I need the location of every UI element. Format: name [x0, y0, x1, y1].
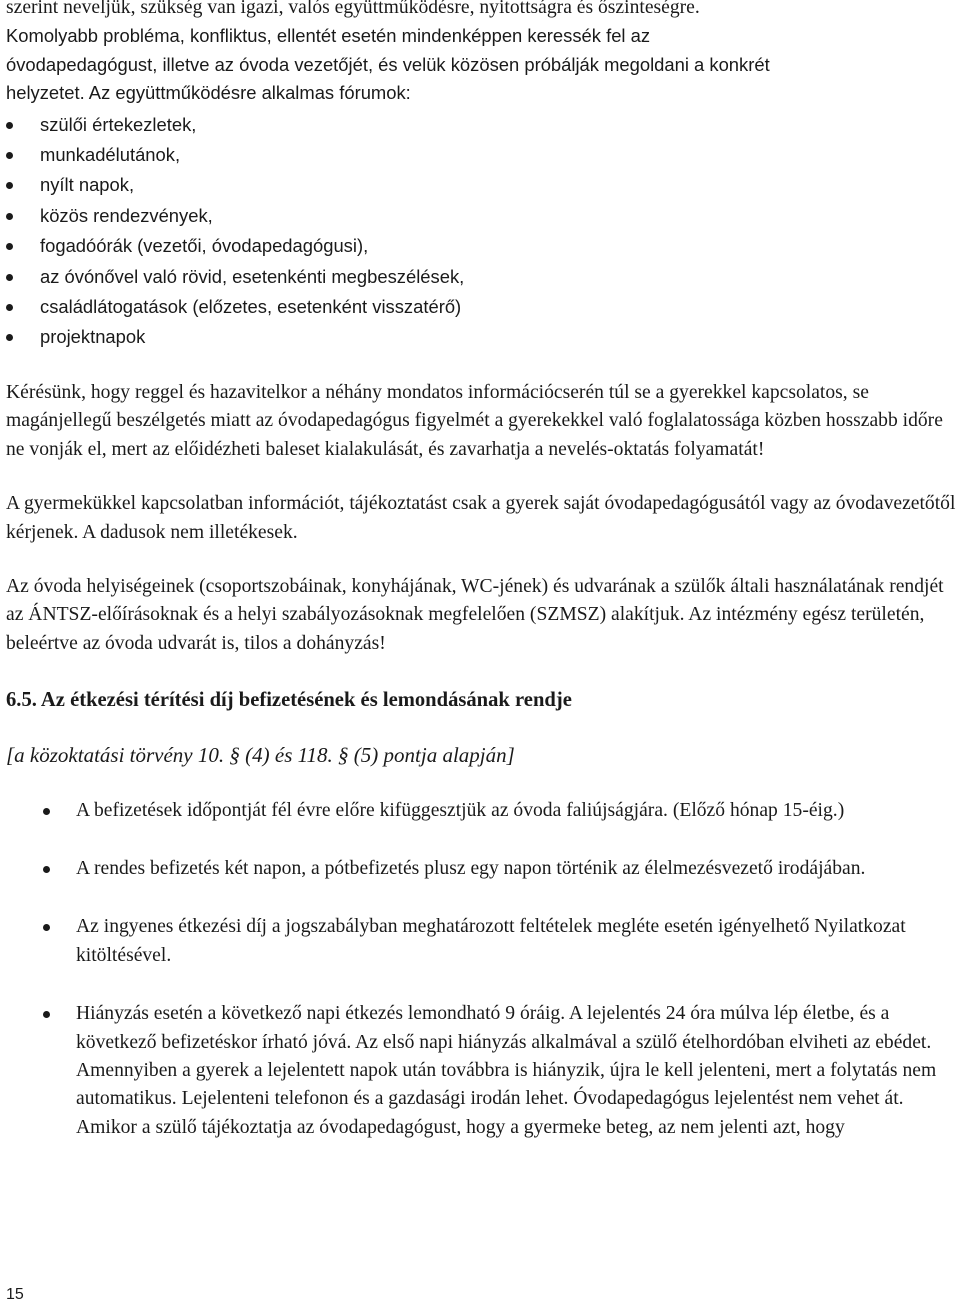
bullet-icon: [43, 1011, 50, 1018]
request-paragraph: Kérésünk, hogy reggel és hazavitelkor a néhány mondatos információcserén túl se a gyerekkel kapcsolatos, se magánjellegű beszélgetés miatt az óvodapedagógus figyelmét a gyerekekkel való foglalatossága közben hosszabb időre ne vonják el, mert az előidézheti baleset kialakulását, és zavarhatja a nevelés-oktatás folyamatát!: [6, 381, 943, 460]
list-item: [6, 140, 956, 170]
intro-line-3: óvodapedagógust, illetve az óvoda vezetőjét, és velük közösen próbálják megoldani a konkrét: [6, 53, 770, 75]
forum-item-text: szülői értekezletek,: [40, 113, 197, 135]
bullet-icon: [6, 243, 13, 250]
bullet-icon: [6, 152, 13, 159]
forum-item-text: nyílt napok,: [40, 174, 135, 196]
fee-item-text: Az ingyenes étkezési díj a jogszabályban meghatározott feltételek megléte esetén igényelhető Nyilatkozat kitöltésével.: [76, 916, 906, 966]
forum-item-text: fogadóórák (vezetői, óvodapedagógusi),: [40, 235, 369, 257]
legal-reference: [a közoktatási törvény 10. § (4) és 118. § (5) pontja alapján]: [6, 743, 515, 768]
forum-item-text: az óvónővel való rövid, esetenkénti megbeszélések,: [40, 265, 465, 287]
list-item: [6, 110, 956, 140]
bullet-icon: [43, 866, 50, 873]
bullet-icon: [6, 274, 13, 281]
bullet-icon: [6, 304, 13, 311]
bullet-icon: [6, 334, 13, 341]
list-item: [6, 322, 956, 352]
list-item: [6, 231, 956, 261]
fee-item-text: A befizetések időpontját fél évre előre kifüggesztjük az óvoda faliújságjára. (Előző hónap 15-éig.): [76, 799, 845, 821]
forum-item-text: közös rendezvények,: [40, 204, 213, 226]
bullet-icon: [43, 924, 50, 931]
forum-item-text: projektnapok: [40, 326, 146, 348]
forum-list: [6, 110, 956, 353]
bullet-icon: [43, 808, 50, 815]
forum-item-text: családlátogatások (előzetes, esetenként visszatérő): [40, 296, 462, 318]
document-page: [6, 0, 956, 1172]
list-item: [6, 201, 956, 231]
page-number: 15: [6, 1286, 24, 1303]
bullet-icon: [6, 213, 13, 220]
info-paragraph: A gyermekükkel kapcsolatban információt, tájékoztatást csak a gyerek saját óvodapedagógusától vagy az óvodavezetőtől kérjenek. A dadusok nem illetékesek.: [6, 493, 956, 543]
fee-item-text: A rendes befizetés két napon, a pótbefizetés plusz egy napon történik az élelmezésvezető irodájában.: [76, 857, 866, 879]
intro-line-4: helyzetet. Az együttműködésre alkalmas fórumok:: [6, 82, 411, 104]
list-item: [6, 170, 956, 200]
list-item: [6, 913, 956, 970]
bullet-icon: [6, 122, 13, 129]
fee-rules-list: [6, 797, 956, 1143]
intro-line-2: Komolyabb probléma, konfliktus, ellentét esetén mindenképpen keressék fel az: [6, 25, 651, 47]
section-title: Az étkezési térítési díj befizetésének és lemondásának rendje: [40, 689, 572, 712]
list-item: [6, 1000, 956, 1142]
bullet-icon: [6, 182, 13, 189]
list-item: [6, 855, 956, 883]
list-item: [6, 262, 956, 292]
section-number: 6.5.: [6, 689, 37, 712]
list-item: [6, 292, 956, 322]
list-item: [6, 797, 956, 825]
intro-line-1: szerint neveljük, szükség van igazi, valós együttműködésre, nyitottságra és őszinteségre.: [6, 0, 700, 18]
fee-item-text: Hiányzás esetén a következő napi étkezés lemondható 9 óráig. A lejelentés 24 óra múlva lép életbe, és a következő befizetéskor írható jóvá. Az első napi hiányzás alkalmával a szülő ételhordóban elviheti az ebédet. Amennyiben a gyerek a lejelentett napok után továbbra is hiányzik, újra le kell jelenteni, mert a folytatás nem automatikus. Lejelenteni telefonon és a gazdasági irodán lehet. Óvodapedagógus lejelentést nem vehet át. Amikor a szülő tájékoztatja az óvodapedagógust, hogy a gyermeke beteg, az nem jelenti azt, hogy: [76, 1003, 937, 1138]
forum-item-text: munkadélutánok,: [40, 144, 181, 166]
intro-paragraph: [6, 0, 956, 108]
section-heading: [6, 685, 956, 715]
premises-paragraph: Az óvoda helyiségeinek (csoportszobáinak, konyhájának, WC-jének) és udvarának a szülők általi használatának rendjét az ÁNTSZ-előírásoknak és a helyi szabályozásoknak megfelelően (SZMSZ) alakítjuk. Az intézmény egész területén, beleértve az óvoda udvarát is, tilos a dohányzás!: [6, 575, 944, 654]
